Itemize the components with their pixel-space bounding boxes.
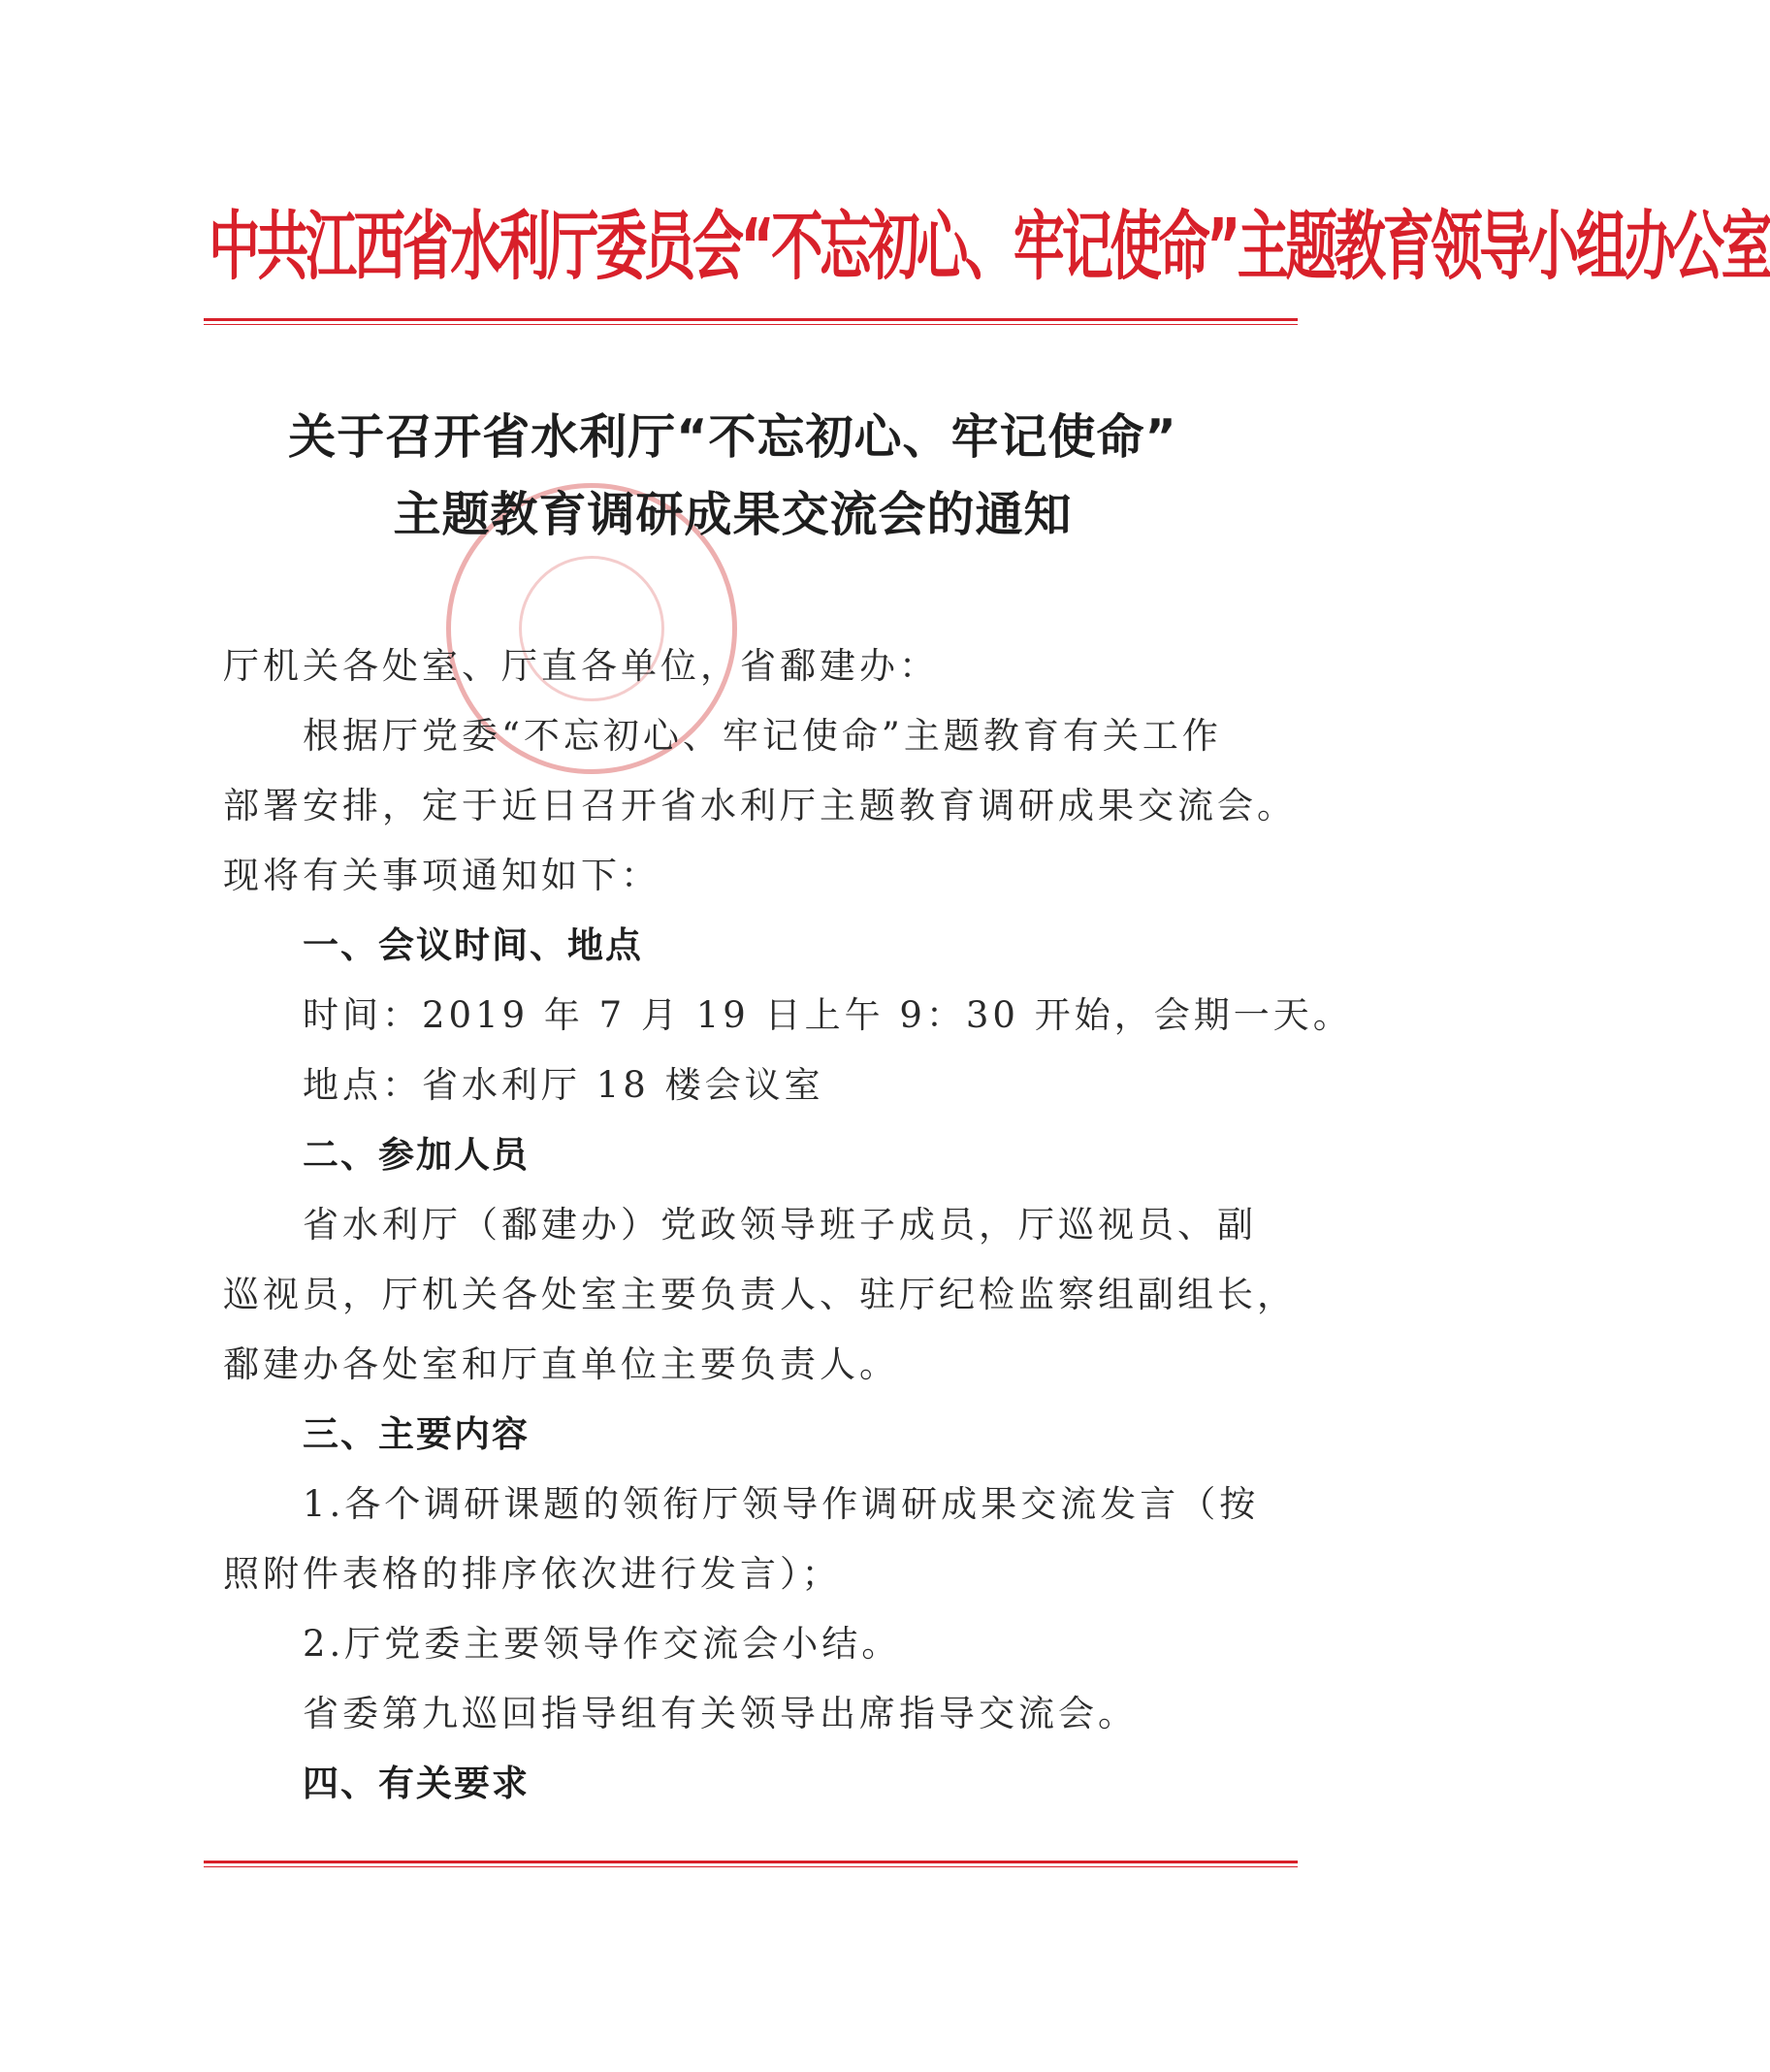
salutation: 厅机关各处室、厅直各单位，省鄱建办：	[223, 645, 939, 687]
document-title-line-1: 关于召开省水利厅“不忘初心、牢记使命”	[288, 409, 1177, 465]
attendees-line-1: 省水利厅（鄱建办）党政领导班子成员，厅巡视员、副	[303, 1204, 1257, 1246]
content-item-1-line-1: 1.各个调研课题的领衔厅领导作调研成果交流发言（按	[303, 1483, 1260, 1525]
intro-line-1: 根据厅党委“不忘初心、牢记使命”主题教育有关工作	[303, 715, 1222, 757]
meeting-place: 地点：省水利厅 18 楼会议室	[303, 1064, 824, 1106]
attendees-line-2: 巡视员，厅机关各处室主要负责人、驻厅纪检监察组副组长，	[223, 1274, 1297, 1315]
section-heading-attendees: 二、参加人员	[303, 1134, 530, 1176]
red-header-rule	[204, 318, 1298, 325]
intro-line-2: 部署安排，定于近日召开省水利厅主题教育调研成果交流会。	[223, 785, 1297, 826]
red-footer-rule	[204, 1861, 1298, 1867]
attendees-line-3: 鄱建办各处室和厅直单位主要负责人。	[223, 1344, 899, 1385]
content-item-1-line-2: 照附件表格的排序依次进行发言）；	[223, 1553, 842, 1595]
issuing-office-masthead: 中共江西省水利厅委员会“不忘初心、牢记使命”主题教育领导小组办公室	[209, 201, 1770, 290]
section-heading-time-place: 一、会议时间、地点	[303, 924, 643, 966]
intro-line-3: 现将有关事项通知如下：	[223, 855, 660, 896]
section-heading-content: 三、主要内容	[303, 1413, 530, 1455]
meeting-time: 时间：2019 年 7 月 19 日上午 9：30 开始，会期一天。	[303, 994, 1353, 1036]
section-heading-requirements: 四、有关要求	[303, 1763, 530, 1804]
content-item-2: 2.厅党委主要领导作交流会小结。	[303, 1623, 902, 1665]
content-note: 省委第九巡回指导组有关领导出席指导交流会。	[303, 1693, 1138, 1734]
document-title-line-2: 主题教育调研成果交流会的通知	[393, 487, 1073, 542]
